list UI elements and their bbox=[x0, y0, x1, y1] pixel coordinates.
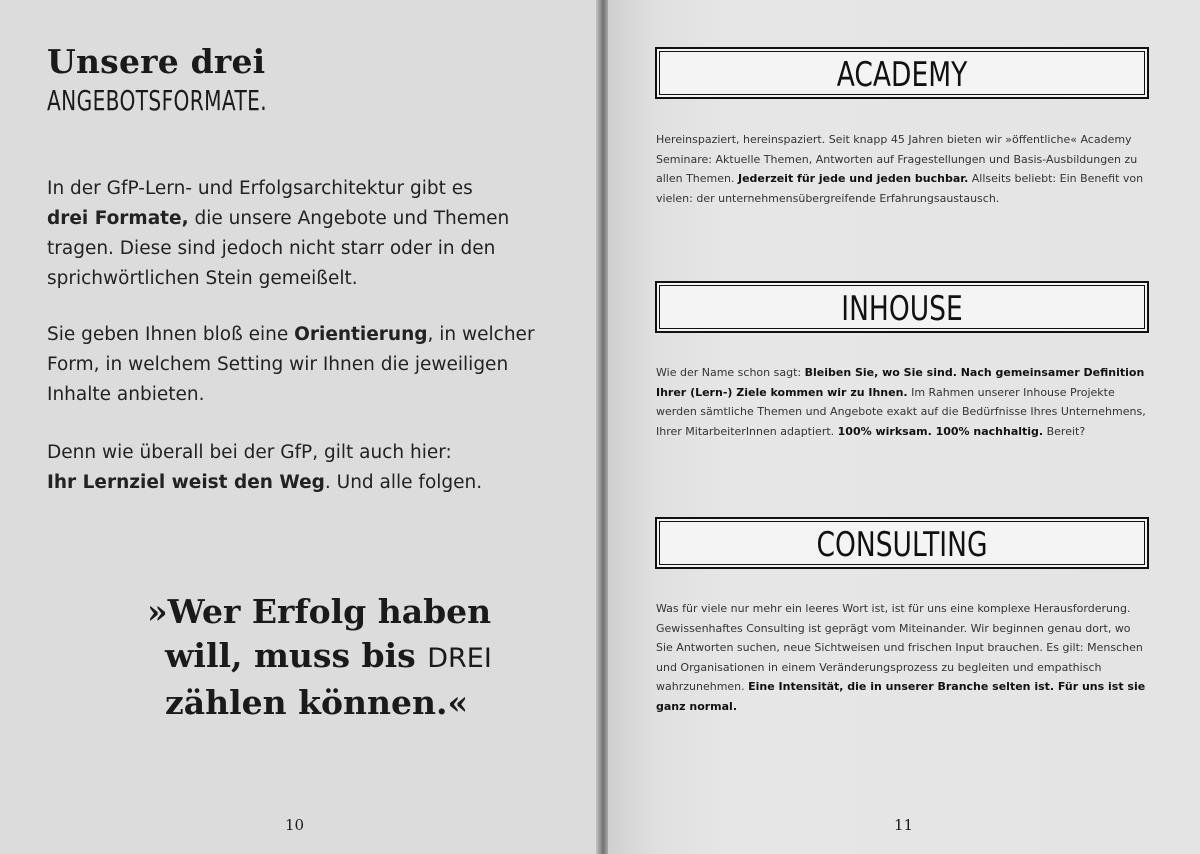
page-subtitle: ANGEBOTSFORMATE. bbox=[47, 84, 268, 117]
inhouse-text: Wie der Name schon sagt: Bleiben Sie, wo Sie sind. Nach gemeinsamer Definition Ihrer (Lern-) Ziele kommen wir zu Ihnen. Im Rahmen unserer Inhouse Projekte werden sämtliche Themen und Angebote exakt auf die Bedürfnisse Ihres Unternehmens, Ihrer MitarbeiterInnen adaptiert. 100% wirksam. 100% nachhaltig. Bereit? bbox=[656, 366, 1146, 438]
book-spine bbox=[596, 0, 608, 854]
intro-paragraph: In der GfP-Lern- und Erfolgsarchitektur gibt es drei Formate, die unsere Angebote und Themen tragen. Diese sind jedoch nicht starr oder in den sprichwörtlichen Stein gemeißelt. bbox=[47, 178, 510, 289]
closing-paragraph: Denn wie überall bei der GfP, gilt auch hier: Ihr Lernziel weist den Weg. Und alle folgen. bbox=[47, 442, 483, 493]
inhouse-heading-box: INHOUSE bbox=[655, 281, 1149, 333]
page-number-left: 10 bbox=[285, 816, 305, 834]
orientation-paragraph: Sie geben Ihnen bloß eine Orientierung, in welcher Form, in welchem Setting wir Ihnen die jeweiligen Inhalte anbieten. bbox=[47, 324, 535, 405]
page-number-right: 11 bbox=[894, 816, 914, 834]
page-title: Unsere drei bbox=[47, 42, 266, 81]
pull-quote: »Wer Erfolg haben will, muss bis DREI zählen können.« bbox=[147, 592, 492, 722]
consulting-heading-box: CONSULTING bbox=[655, 517, 1149, 569]
academy-heading-box: ACADEMY bbox=[655, 47, 1149, 99]
academy-text: Hereinspaziert, hereinspaziert. Seit knapp 45 Jahren bieten wir »öffentliche« Academy Seminare: Aktuelle Themen, Antworten auf Fragestellungen und Basis-Ausbildungen zu allen Themen. Jederzeit für jede und jeden buchbar. Allseits beliebt: Ein Benefit von vielen: der unternehmensübergreifende Erfahrungsaustausch. bbox=[656, 133, 1144, 205]
consulting-text: Was für viele nur mehr ein leeres Wort ist, ist für uns eine komplexe Herausforderung. Gewissenhaftes Consulting ist geprägt vom Miteinander. Wir beginnen genau dort, wo Sie Antworten suchen, neue Sichtweisen und frischen Input brauchen. Es gilt: Menschen und Organisationen in einem Veränderungsprozess zu begleiten und empathisch wahrzunehmen. Eine Intensität, die in unserer Branche selten ist. Für uns ist sie ganz normal. bbox=[656, 602, 1146, 713]
